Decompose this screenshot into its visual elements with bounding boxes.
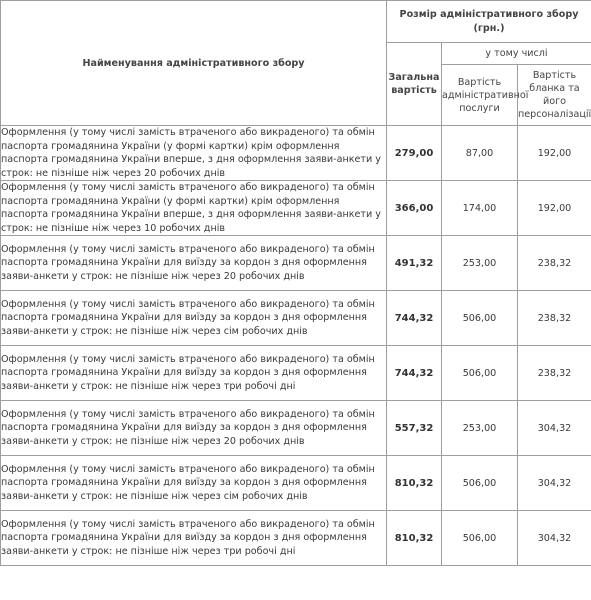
table-row <box>1 236 591 291</box>
row-description: Оформлення (у тому числі замість втраченого або викраденого) та обмін паспорта громадянина України для виїзду за кордон з дня оформлення заяви-анкети у строк: не пізніше ніж через три робочі дні <box>1 346 387 401</box>
header-row-1 <box>1 1 591 43</box>
row-form-cost: 238,32 <box>518 346 591 401</box>
row-admin-cost: 253,00 <box>442 236 518 291</box>
table-row <box>1 181 591 236</box>
row-admin-cost: 253,00 <box>442 401 518 456</box>
row-admin-cost: 87,00 <box>442 126 518 181</box>
row-total-cost: 366,00 <box>387 181 442 236</box>
row-description: Оформлення (у тому числі замість втраченого або викраденого) та обмін паспорта громадянина України (у формі картки) крім оформлення паспорта громадянина України вперше, з дня оформлення заяви-анкети у строк: не пізніше ніж через 20 робочих днів <box>1 126 387 181</box>
header-admin-service-cost: Вартість адміністративної послуги <box>442 65 518 126</box>
row-total-cost: 810,32 <box>387 511 442 566</box>
table-row <box>1 291 591 346</box>
row-form-cost: 238,32 <box>518 236 591 291</box>
row-total-cost: 810,32 <box>387 456 442 511</box>
row-total-cost: 279,00 <box>387 126 442 181</box>
table-row <box>1 456 591 511</box>
row-form-cost: 304,32 <box>518 401 591 456</box>
header-form-cost: Вартість бланка та його персоналізації <box>518 65 591 126</box>
row-description: Оформлення (у тому числі замість втраченого або викраденого) та обмін паспорта громадянина України (у формі картки) крім оформлення паспорта громадянина України вперше, з дня оформлення заяви-анкети у строк: не пізніше ніж через 10 робочих днів <box>1 181 387 236</box>
header-total-cost: Загальна вартість <box>387 43 442 126</box>
row-form-cost: 304,32 <box>518 456 591 511</box>
table-row <box>1 401 591 456</box>
table-body <box>1 126 591 566</box>
table-row <box>1 511 591 566</box>
row-total-cost: 744,32 <box>387 291 442 346</box>
row-description: Оформлення (у тому числі замість втраченого або викраденого) та обмін паспорта громадянина України для виїзду за кордон з дня оформлення заяви-анкети у строк: не пізніше ніж через три робочі дні <box>1 511 387 566</box>
row-form-cost: 192,00 <box>518 181 591 236</box>
row-admin-cost: 506,00 <box>442 346 518 401</box>
row-total-cost: 557,32 <box>387 401 442 456</box>
row-admin-cost: 506,00 <box>442 291 518 346</box>
row-form-cost: 304,32 <box>518 511 591 566</box>
row-admin-cost: 506,00 <box>442 456 518 511</box>
header-fee-size: Розмір адміністративного збору (грн.) <box>387 1 591 43</box>
row-description: Оформлення (у тому числі замість втраченого або викраденого) та обмін паспорта громадянина України для виїзду за кордон з дня оформлення заяви-анкети у строк: не пізніше ніж через сім робочих днів <box>1 291 387 346</box>
row-description: Оформлення (у тому числі замість втраченого або викраденого) та обмін паспорта громадянина України для виїзду за кордон з дня оформлення заяви-анкети у строк: не пізніше ніж через 20 робочих днів <box>1 401 387 456</box>
table-row <box>1 346 591 401</box>
row-description: Оформлення (у тому числі замість втраченого або викраденого) та обмін паспорта громадянина України для виїзду за кордон з дня оформлення заяви-анкети у строк: не пізніше ніж через сім робочих днів <box>1 456 387 511</box>
header-name-column: Найменування адміністративного збору <box>1 1 387 126</box>
table-row <box>1 126 591 181</box>
row-admin-cost: 174,00 <box>442 181 518 236</box>
row-admin-cost: 506,00 <box>442 511 518 566</box>
row-form-cost: 192,00 <box>518 126 591 181</box>
row-total-cost: 744,32 <box>387 346 442 401</box>
row-form-cost: 238,32 <box>518 291 591 346</box>
row-description: Оформлення (у тому числі замість втраченого або викраденого) та обмін паспорта громадянина України для виїзду за кордон з дня оформлення заяви-анкети у строк: не пізніше ніж через 20 робочих днів <box>1 236 387 291</box>
row-total-cost: 491,32 <box>387 236 442 291</box>
header-including: у тому числі <box>442 43 591 65</box>
